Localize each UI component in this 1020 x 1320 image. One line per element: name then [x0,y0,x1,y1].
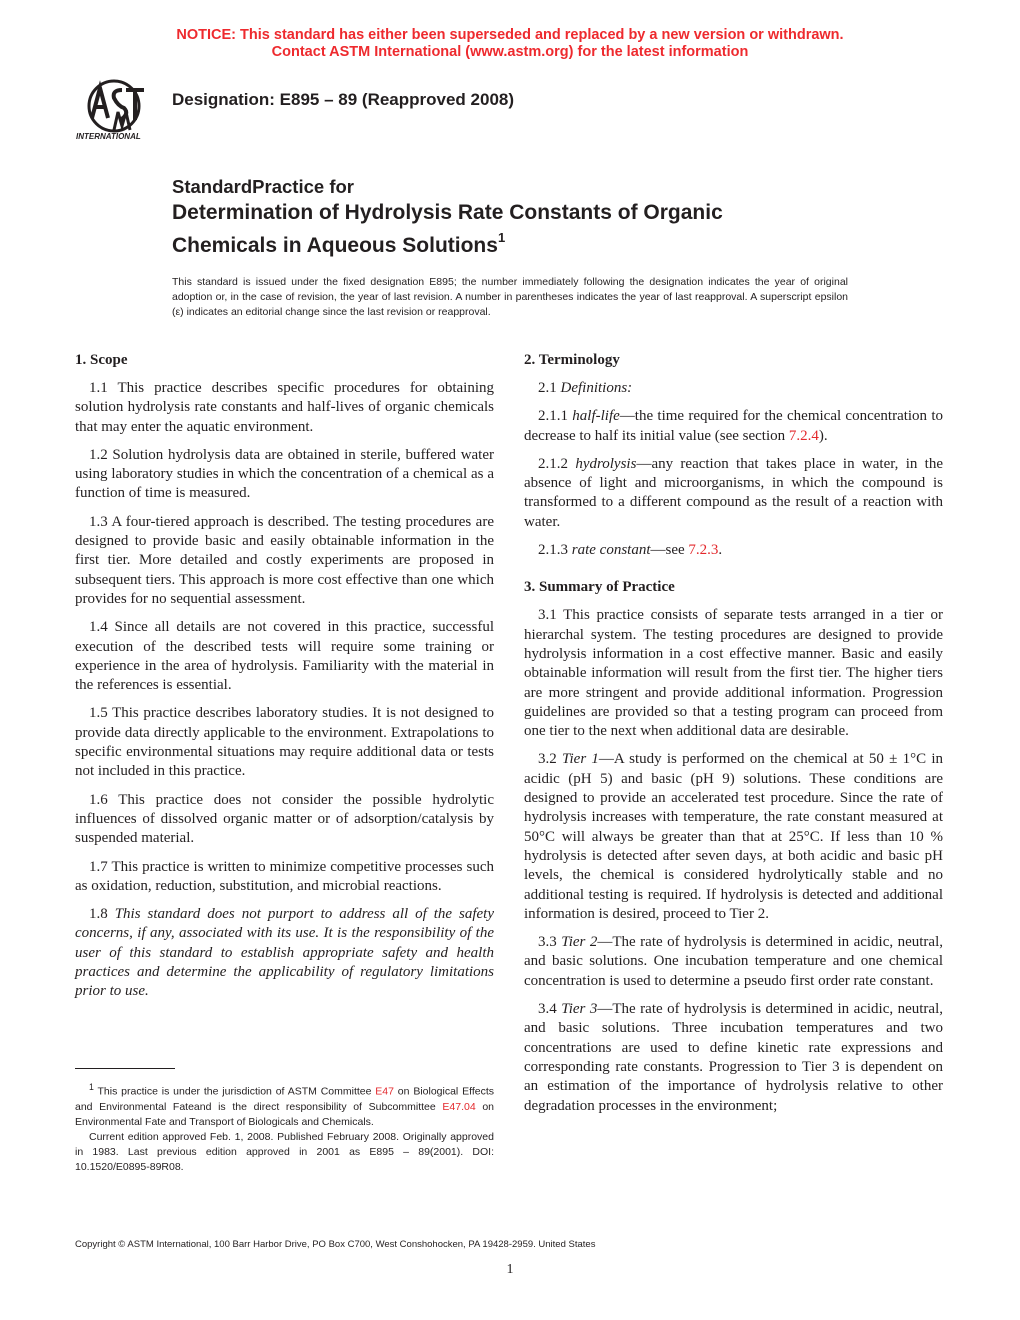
notice-line-1: NOTICE: This standard has either been superseded and replaced by a new version or withdrawn. [176,27,844,43]
scope-1-3: 1.3 A four-tiered approach is described. The testing procedures are designed to provide basic and easily obtainable information in the first tier. More detailed and costly experiments are proposed in subsequent tiers. This approach is more cost effective than one which provides for no sequential assessment. [75,513,494,607]
title-main [172,199,892,259]
title-line-1: Determination of Hydrolysis Rate Constants of Organic [172,201,723,224]
scope-1-6: 1.6 This practice does not consider the possible hydrolytic influences of dissolved organic matter or of adsorption/catalysis by suspended material. [75,791,494,847]
term-number: 2.1.1 [538,408,573,425]
term-number: 2.1.3 [538,542,572,559]
terminology-heading: 2. Terminology [524,352,620,368]
notice-line-2: Contact ASTM International (www.astm.org) for the latest information [271,44,749,60]
scope-1-7: 1.7 This practice is written to minimize competitive processes such as oxidation, reduction, substitution, and microbial reactions. [75,858,494,894]
term-hydrolysis: hydrolysis [575,455,637,472]
scope-1-5: 1.5 This practice describes laboratory studies. It is not designed to provide data directly applicable to the environment. Extrapolations to specific environmental situations may require additional data or tests not included in this practice. [75,705,494,780]
definitions-label: Definitions: [560,380,633,396]
summary-number: 3.2 [538,751,562,768]
tier-3-text: —The rate of hydrolysis is determined in acidic, neutral, and basic solutions. Three incubation temperatures and two concentrations are used to define kinetic rate expressions and corresponding rate constants. Progression to Tier 3 is dependent on an estimation of the importance of hydrolysis relative to other degradation processes in the environment; [524,1001,943,1114]
tier-3-label: Tier 3 [561,1001,598,1018]
scope-heading: 1. Scope [75,352,128,368]
scope-1-8-safety-text: This standard does not purport to address all of the safety concerns, if any, associated with its use. It is the responsibility of the user of this standard to establish appropriate safety and health practices and determine the applicability of regulatory limitations prior to use. [75,906,495,1000]
summary-3-4 [524,1000,943,1116]
term-rate-constant: rate constant [571,542,651,559]
logo-caption: INTERNATIONAL [76,132,141,141]
footnote-divider [75,1068,175,1069]
astm-logo-icon [74,76,164,146]
summary-3-3 [524,933,943,991]
terminology-2-1 [524,379,943,398]
withdrawal-notice [0,27,1020,61]
committee-link-e47[interactable]: E47 [375,1085,394,1098]
footnote-mark: 1 [89,1082,94,1092]
tier-1-text: —A study is performed on the chemical at 50 ± 1°C in acidic (pH 5) and basic (pH 9) solutions. These conditions are designed to provide an accelerated test procedure. Since the rate of hydrolysis increases with temperature, the rate constant measured at 50°C will always be greater than that at 25°C. If less than 10 % hydrolysis is detected after seven days, at both acidic and basic pH levels, the chemical is considered hydrolytically stable and no additional testing is required. If hydrolysis is detected and additional information is desired, proceed to Tier 2. [524,751,944,922]
section-link-7-2-4[interactable]: 7.2.4 [788,427,819,444]
term-definition-end: . [718,542,723,559]
term-definition: —any reaction that takes place in water, in the absence of light and microorganisms, in which the compound is transformed to a different compound as the result of a reaction with water. [524,455,943,530]
footnote-text: on Environmental Fate and Transport of Biologicals and Chemicals. [75,1100,494,1128]
footnote-1 [75,1080,494,1130]
term-definition: —see [650,542,689,559]
tier-2-text: —The rate of hydrolysis is determined in acidic, neutral, and basic solutions. One incubation temperature and one chemical concentration is used to determine a pseudo first order rate constant. [524,934,943,989]
scope-1-4: 1.4 Since all details are not covered in this practice, successful execution of the described tests will require some training or experience in the area of hydrolysis. Familiarity with the material in the references is essential. [75,619,494,694]
definitions-number: 2.1 [538,380,561,396]
tier-1-label: Tier 1 [561,751,599,768]
title-footnote-mark[interactable]: 1 [497,230,506,245]
copyright-line: Copyright © ASTM International, 100 Barr Harbor Drive, PO Box C700, West Conshohocken, PA 19428-2959. United States [75,1239,596,1250]
summary-number: 3.4 [538,1001,562,1018]
right-column [524,350,943,1116]
tier-2-label: Tier 2 [561,934,598,951]
terminology-2-1-1 [524,407,943,446]
terminology-2-1-3 [524,541,943,560]
term-half-life: half-life [572,408,620,425]
scope-1-8-number: 1.8 [89,906,115,923]
summary-number: 3.3 [538,934,562,951]
left-column [75,350,494,1002]
footnote-text: on Biological Effects and Environmental Fateand is the direct responsibility of Subcommittee [75,1085,494,1113]
title-line-2 [172,226,892,259]
section-link-7-2-3[interactable]: 7.2.3 [688,542,719,559]
subcommittee-link-e47-04[interactable]: E47.04 [442,1100,476,1113]
standard-title [172,175,892,259]
terminology-2-1-2 [524,455,943,532]
footnote-edition: Current edition approved Feb. 1, 2008. Published February 2008. Originally approved in 1983. Last previous edition approved in 2001 as E895 – 89(2001). DOI: 10.1520/E0895-89R08. [75,1130,494,1173]
scope-1-1: 1.1 This practice describes specific procedures for obtaining solution hydrolysis rate constants and half-lives of organic chemicals that may enter the aquatic environment. [75,380,494,435]
term-definition-end: ). [818,427,828,444]
scope-1-2: 1.2 Solution hydrolysis data are obtained in sterile, buffered water using laboratory studies in which the concentration of a chemical as a function of time is measured. [75,446,494,502]
title-prefix: StandardPractice for [172,176,354,197]
footnotes [75,1080,494,1175]
summary-3-2 [524,750,943,924]
term-number: 2.1.2 [538,455,576,472]
issue-note: This standard is issued under the fixed designation E895; the number immediately following the designation indicates the year of original adoption or, in the case of revision, the year of last revision. A number in parentheses indicates the year of last reapproval. A superscript epsilon (ε) indicates an editorial change since the last revision or reapproval. [172,276,848,318]
page-number: 1 [506,1262,514,1277]
term-definition: —the time required for the chemical concentration to decrease to half its initial value (see section [524,408,944,444]
designation: Designation: E895 – 89 (Reapproved 2008) [172,90,515,109]
summary-3-1: 3.1 This practice consists of separate tests arranged in a tier or hierarchal system. The testing procedures are designed to provide hydrolysis information in a cost effective manner. Basic and easily obtainable information will result from the first tier. The higher tiers are more stringent and provide additional information. Progression guidelines are provided so that a testing program can proceed from one tier to the next when additional data are desirable. [524,607,943,740]
footnote-text: This practice is under the jurisdiction of ASTM Committee [93,1085,376,1098]
scope-1-8 [75,905,494,1001]
title-line-2-text: Chemicals in Aqueous Solutions [172,234,498,257]
summary-heading: 3. Summary of Practice [524,579,675,596]
